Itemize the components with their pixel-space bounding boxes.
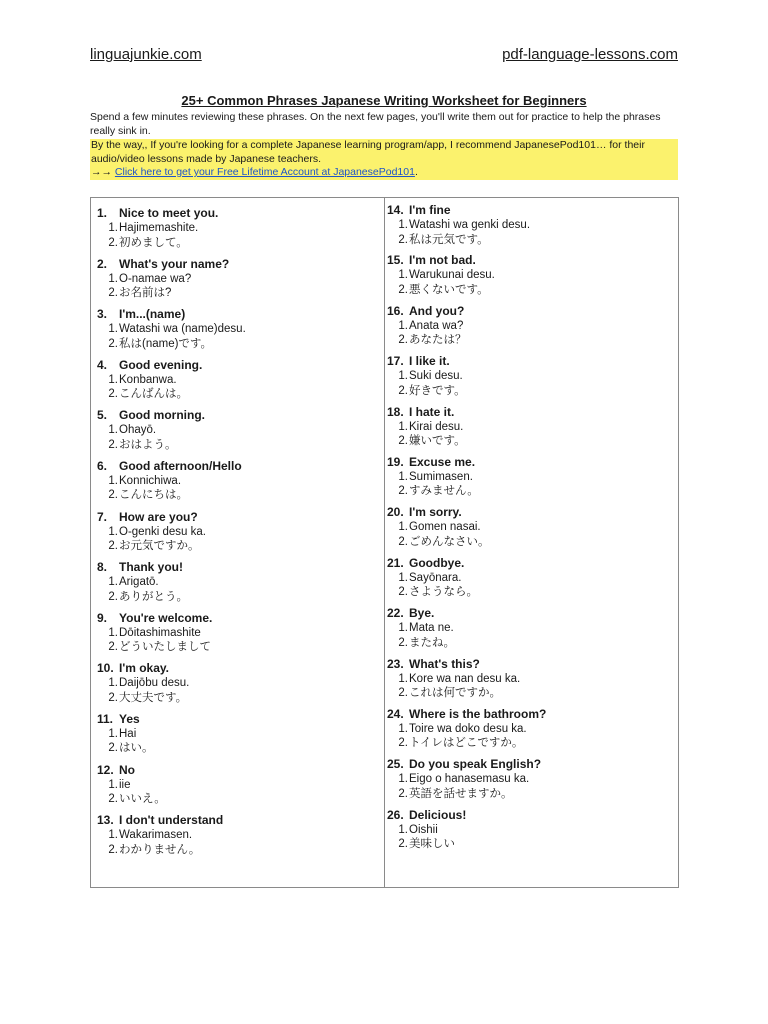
- phrase-english-text: I'm okay.: [119, 661, 169, 676]
- line-number: 1.: [108, 778, 118, 791]
- phrase-japanese: [391, 484, 678, 499]
- line-number: 1.: [398, 672, 408, 685]
- line-number: 1.: [108, 677, 118, 690]
- phrase-english: [97, 712, 384, 727]
- line-number: 1.: [398, 521, 408, 534]
- phrase-english: [97, 358, 384, 373]
- phrase-number: 13.: [97, 813, 114, 828]
- phrase-japanese-text: これは何ですか。: [409, 687, 501, 700]
- line-number: 2.: [108, 540, 118, 553]
- arrow-icon: →→: [91, 166, 115, 178]
- phrase-japanese-text: はい。: [119, 742, 154, 755]
- phrase-english-text: Nice to meet you.: [119, 206, 219, 220]
- phrase-english-text: Good afternoon/Hello: [119, 458, 242, 473]
- phrase-english: [387, 706, 678, 722]
- phrase-japanese-text: 美味しい: [409, 838, 455, 851]
- line-number: 1.: [108, 576, 118, 589]
- phrase-english: [97, 307, 384, 322]
- phrase-item: [97, 307, 384, 358]
- phrase-japanese-text: いいえ。: [119, 793, 166, 806]
- promo-text: By the way,, If you're looking for a complete Japanese learning program/app, I recommend JapanesePod101… for their audio/video lessons made by Japanese teachers.: [91, 139, 645, 165]
- header-link-pdf-language-lessons[interactable]: pdf-language-lessons.com: [502, 46, 678, 63]
- phrase-english-text: Yes: [119, 711, 140, 726]
- phrase-english-text: Where is the bathroom?: [409, 706, 547, 721]
- phrase-english: [97, 763, 384, 778]
- phrase-romaji: [391, 621, 678, 636]
- line-number: 1.: [108, 474, 118, 487]
- phrase-romaji-text: Oishii: [409, 823, 438, 836]
- phrase-english: [387, 807, 678, 823]
- phrase-romaji-text: Suki desu.: [409, 370, 463, 383]
- phrase-japanese-text: 好きです。: [409, 384, 466, 397]
- phrase-romaji: [97, 221, 384, 236]
- phrase-number: 9.: [97, 610, 108, 625]
- phrase-english: [97, 661, 384, 676]
- phrase-romaji-text: Dōitashimashite: [119, 626, 201, 639]
- phrase-romaji: [391, 268, 678, 283]
- line-number: 2.: [108, 287, 118, 300]
- phrase-english: [387, 757, 678, 772]
- line-number: 2.: [398, 737, 408, 750]
- line-number: 2.: [108, 337, 118, 350]
- japanesepod101-link[interactable]: Click here to get your Free Lifetime Account at JapanesePod101: [114, 166, 415, 178]
- line-number: 1.: [398, 470, 408, 483]
- phrase-english: [97, 611, 384, 626]
- phrase-english: [97, 560, 384, 575]
- phrase-english: [387, 203, 678, 218]
- phrase-english-text: I hate it.: [409, 404, 455, 419]
- phrase-romaji-text: Konnichiwa.: [119, 474, 182, 487]
- phrase-japanese: [391, 535, 678, 550]
- phrase-romaji: [97, 322, 384, 337]
- phrase-column-left: [91, 198, 385, 887]
- line-number: 2.: [108, 489, 118, 502]
- phrase-romaji-text: Hajimemashite.: [119, 222, 199, 234]
- phrase-romaji-text: Ohayō.: [119, 424, 157, 437]
- phrase-romaji-text: Warukunai desu.: [409, 269, 495, 282]
- phrase-english-text: How are you?: [119, 509, 198, 524]
- line-number: 1.: [108, 525, 118, 538]
- phrase-number: 25.: [387, 757, 404, 772]
- phrase-number: 2.: [97, 256, 108, 271]
- phrase-romaji: [97, 423, 384, 438]
- phrase-english: [97, 813, 384, 828]
- header-link-linguajunkie[interactable]: linguajunkie.com: [90, 46, 202, 63]
- phrase-item: [387, 303, 678, 354]
- phrase-japanese: [391, 736, 678, 751]
- line-number: 1.: [398, 319, 408, 332]
- phrase-english: [387, 505, 678, 520]
- phrase-romaji-text: O-genki desu ka.: [119, 525, 206, 538]
- phrase-japanese: [97, 337, 384, 352]
- line-number: 2.: [398, 687, 408, 700]
- line-number: 2.: [398, 384, 408, 397]
- line-number: 2.: [398, 485, 408, 498]
- phrase-japanese: [97, 488, 384, 503]
- phrase-item: [387, 555, 678, 606]
- phrase-japanese-text: 私は(name)です。: [119, 337, 213, 350]
- phrase-english-text: Thank you!: [119, 560, 184, 575]
- phrase-japanese-text: すみません。: [409, 485, 479, 498]
- phrase-number: 11.: [97, 711, 114, 726]
- phrase-japanese: [391, 837, 678, 852]
- phrase-number: 10.: [97, 661, 114, 676]
- phrase-japanese: [97, 843, 384, 858]
- phrase-number: 16.: [387, 303, 404, 318]
- phrase-japanese-text: トイレはどこですか。: [409, 737, 524, 750]
- phrase-item: [97, 712, 384, 763]
- line-number: 1.: [398, 420, 408, 433]
- phrase-english-text: Excuse me.: [409, 454, 476, 469]
- phrase-table: [90, 197, 679, 888]
- phrase-romaji: [97, 626, 384, 641]
- phrase-japanese-text: 大丈夫です。: [119, 691, 188, 704]
- phrase-japanese: [391, 283, 678, 298]
- phrase-item: [387, 505, 678, 555]
- phrase-number: 22.: [387, 606, 404, 621]
- line-number: 1.: [108, 829, 118, 842]
- phrase-japanese: [391, 233, 678, 248]
- phrase-number: 14.: [387, 203, 404, 217]
- phrase-romaji: [391, 319, 678, 334]
- phrase-english-text: Delicious!: [409, 807, 467, 822]
- phrase-romaji-text: Arigatō.: [119, 576, 159, 589]
- phrase-japanese-text: こんばんは。: [119, 388, 188, 401]
- phrase-japanese-text: お元気ですか。: [119, 540, 200, 553]
- line-number: 2.: [108, 742, 118, 755]
- line-number: 2.: [398, 586, 408, 599]
- page-title: 25+ Common Phrases Japanese Writing Worksheet for Beginners: [181, 93, 587, 108]
- line-number: 1.: [108, 272, 118, 285]
- phrase-english-text: I'm sorry.: [409, 505, 462, 520]
- line-number: 2.: [398, 233, 408, 246]
- phrase-number: 12.: [97, 762, 114, 777]
- phrase-english: [97, 206, 384, 221]
- phrase-english-text: I'm...(name): [119, 307, 186, 322]
- phrase-japanese-text: 英語を話せますか。: [409, 787, 513, 800]
- phrase-number: 24.: [387, 706, 404, 721]
- phrase-japanese-text: ありがとう。: [119, 590, 188, 603]
- phrase-item: [387, 203, 678, 253]
- phrase-number: 20.: [387, 505, 404, 520]
- phrase-romaji: [391, 823, 678, 838]
- phrase-romaji-text: Watashi wa (name)desu.: [119, 323, 246, 336]
- phrase-number: 7.: [97, 509, 108, 524]
- phrase-japanese: [391, 787, 678, 802]
- phrase-english-text: I'm fine: [409, 203, 451, 217]
- phrase-romaji-text: Konbanwa.: [119, 373, 177, 386]
- phrase-japanese: [391, 384, 678, 399]
- phrase-english-text: And you?: [409, 303, 465, 318]
- phrase-romaji: [391, 772, 678, 787]
- phrase-english: [387, 656, 678, 672]
- intro-text: Spend a few minutes reviewing these phrases. On the next few pages, you'll write them out for practice to help the phrases really sink in.: [90, 111, 661, 137]
- phrase-japanese: [391, 585, 678, 600]
- phrase-romaji: [97, 575, 384, 590]
- phrase-item: [387, 757, 678, 807]
- phrase-romaji-text: Daijōbu desu.: [119, 677, 190, 690]
- line-number: 1.: [108, 626, 118, 639]
- phrase-item: [97, 813, 384, 864]
- phrase-item: [97, 206, 384, 257]
- phrase-japanese: [97, 691, 384, 706]
- phrase-item: [97, 560, 384, 611]
- phrase-romaji: [97, 373, 384, 388]
- line-number: 2.: [398, 838, 408, 851]
- phrase-item: [387, 253, 678, 303]
- phrase-japanese: [97, 640, 384, 655]
- phrase-japanese: [97, 539, 384, 554]
- line-number: 2.: [398, 787, 408, 800]
- line-number: 1.: [398, 722, 408, 735]
- phrase-number: 4.: [97, 357, 108, 372]
- phrase-romaji-text: Anata wa?: [409, 319, 464, 332]
- phrase-english-text: Bye.: [409, 606, 435, 621]
- phrase-romaji-text: Sayōnara.: [409, 571, 462, 584]
- phrase-japanese-text: またね。: [409, 636, 455, 649]
- phrase-japanese-text: 私は元気です。: [409, 233, 489, 246]
- phrase-japanese: [97, 741, 384, 756]
- phrase-romaji-text: Hai: [119, 727, 137, 740]
- phrase-english: [97, 510, 384, 525]
- phrase-item: [97, 358, 384, 409]
- line-number: 2.: [398, 435, 408, 448]
- phrase-romaji-text: Eigo o hanasemasu ka.: [409, 773, 530, 786]
- phrase-item: [97, 408, 384, 459]
- line-number: 2.: [108, 641, 118, 654]
- phrase-romaji: [391, 520, 678, 535]
- phrase-item: [387, 354, 678, 404]
- line-number: 2.: [108, 388, 118, 401]
- phrase-english-text: You're welcome.: [119, 610, 213, 625]
- phrase-japanese: [391, 636, 678, 651]
- phrase-english: [97, 408, 384, 423]
- line-number: 2.: [108, 843, 118, 856]
- phrase-number: 21.: [387, 555, 404, 570]
- phrase-romaji: [391, 722, 678, 737]
- phrase-romaji: [391, 571, 678, 586]
- phrase-number: 5.: [97, 408, 108, 423]
- phrase-item: [387, 807, 678, 858]
- phrase-romaji: [97, 828, 384, 843]
- line-number: 1.: [108, 222, 118, 234]
- phrase-japanese-text: あなたは？: [409, 334, 467, 347]
- line-number: 1.: [398, 622, 408, 635]
- phrase-item: [387, 454, 678, 505]
- phrase-romaji-text: Kore wa nan desu ka.: [409, 672, 521, 685]
- line-number: 2.: [108, 236, 118, 249]
- phrase-romaji: [391, 420, 678, 435]
- phrase-romaji: [97, 525, 384, 540]
- phrase-romaji-text: Watashi wa genki desu.: [409, 219, 531, 231]
- phrase-item: [97, 611, 384, 662]
- phrase-japanese: [391, 333, 678, 348]
- phrase-romaji-text: Wakarimasen.: [119, 829, 193, 842]
- phrase-romaji: [391, 470, 678, 485]
- phrase-number: 3.: [97, 307, 108, 322]
- line-number: 2.: [108, 691, 118, 704]
- phrase-japanese: [97, 438, 384, 453]
- phrase-english-text: Good morning.: [119, 408, 205, 423]
- line-number: 1.: [398, 773, 408, 786]
- phrase-english-text: I'm not bad.: [409, 253, 476, 268]
- phrase-romaji: [97, 676, 384, 691]
- line-number: 1.: [398, 219, 408, 231]
- phrase-japanese-text: どういたしまして: [119, 641, 211, 654]
- phrase-romaji-text: Mata ne.: [409, 622, 454, 635]
- phrase-number: 15.: [387, 253, 404, 268]
- phrase-english: [387, 606, 678, 621]
- line-number: 2.: [108, 793, 118, 806]
- phrase-number: 23.: [387, 656, 404, 671]
- phrase-romaji: [97, 778, 384, 793]
- phrase-english: [387, 404, 678, 420]
- phrase-item: [387, 656, 678, 707]
- phrase-english: [387, 303, 678, 319]
- line-number: 1.: [398, 370, 408, 383]
- phrase-item: [97, 459, 384, 510]
- phrase-japanese-text: おはよう。: [119, 438, 177, 451]
- line-number: 2.: [398, 283, 408, 296]
- phrase-number: 26.: [387, 807, 404, 822]
- phrase-romaji-text: Gomen nasai.: [409, 521, 481, 534]
- phrase-japanese-text: 悪くないです。: [409, 283, 489, 296]
- phrase-number: 6.: [97, 458, 108, 473]
- phrase-japanese-text: お名前は?: [119, 287, 172, 300]
- line-number: 2.: [398, 636, 408, 649]
- phrase-romaji: [391, 672, 678, 687]
- phrase-english: [97, 257, 384, 272]
- phrase-item: [387, 706, 678, 757]
- phrase-romaji-text: Toire wa doko desu ka.: [409, 722, 527, 735]
- phrase-romaji-text: Sumimasen.: [409, 470, 473, 483]
- phrase-english-text: Goodbye.: [409, 555, 465, 570]
- line-number: 2.: [398, 334, 408, 347]
- phrase-item: [97, 763, 384, 814]
- phrase-english: [387, 354, 678, 369]
- phrase-item: [97, 257, 384, 308]
- phrase-japanese: [97, 590, 384, 605]
- phrase-number: 18.: [387, 404, 404, 419]
- line-number: 1.: [108, 323, 118, 336]
- phrase-romaji-text: O-namae wa?: [119, 272, 192, 285]
- phrase-japanese-text: さようなら。: [409, 586, 478, 599]
- phrase-english: [97, 459, 384, 474]
- phrase-item: [387, 606, 678, 656]
- phrase-romaji: [97, 727, 384, 742]
- phrase-number: 1.: [97, 206, 108, 220]
- phrase-number: 19.: [387, 454, 404, 469]
- phrase-column-right: [385, 198, 678, 887]
- line-number: 1.: [398, 269, 408, 282]
- phrase-japanese: [97, 792, 384, 807]
- phrase-item: [97, 661, 384, 712]
- phrase-english-text: What's this?: [409, 656, 480, 671]
- phrase-romaji-text: Kirai desu.: [409, 420, 464, 433]
- phrase-japanese: [97, 286, 384, 301]
- phrase-english-text: What's your name?: [119, 256, 230, 271]
- phrase-japanese-text: ごめんなさい。: [409, 535, 490, 548]
- phrase-romaji-text: iie: [119, 778, 131, 791]
- phrase-number: 8.: [97, 560, 108, 575]
- line-number: 1.: [108, 373, 118, 386]
- promo-highlight-box: [90, 139, 678, 180]
- phrase-japanese: [97, 236, 384, 251]
- phrase-english: [387, 253, 678, 268]
- phrase-japanese-text: 嫌いです。: [409, 435, 466, 448]
- phrase-english-text: No: [119, 762, 135, 777]
- promo-suffix: .: [414, 166, 418, 178]
- phrase-item: [387, 404, 678, 455]
- phrase-english-text: Do you speak English?: [409, 757, 542, 772]
- phrase-english-text: I like it.: [409, 354, 450, 369]
- line-number: 1.: [398, 823, 408, 836]
- phrase-japanese: [97, 387, 384, 402]
- phrase-japanese-text: 初めまして。: [119, 236, 188, 249]
- line-number: 1.: [108, 424, 118, 437]
- phrase-romaji: [391, 369, 678, 384]
- phrase-romaji: [391, 218, 678, 233]
- phrase-romaji: [97, 272, 384, 287]
- phrase-japanese-text: こんにちは。: [119, 489, 188, 502]
- phrase-english-text: Good evening.: [119, 357, 203, 372]
- line-number: 2.: [108, 590, 118, 603]
- phrase-number: 17.: [387, 354, 404, 369]
- phrase-english: [387, 555, 678, 571]
- line-number: 2.: [398, 535, 408, 548]
- phrase-english-text: I don't understand: [119, 813, 224, 828]
- phrase-japanese: [391, 434, 678, 449]
- phrase-japanese-text: わかりません。: [119, 843, 201, 856]
- phrase-english: [387, 454, 678, 470]
- line-number: 1.: [398, 571, 408, 584]
- phrase-japanese: [391, 686, 678, 701]
- phrase-romaji: [97, 474, 384, 489]
- line-number: 2.: [108, 438, 118, 451]
- line-number: 1.: [108, 727, 118, 740]
- phrase-item: [97, 510, 384, 561]
